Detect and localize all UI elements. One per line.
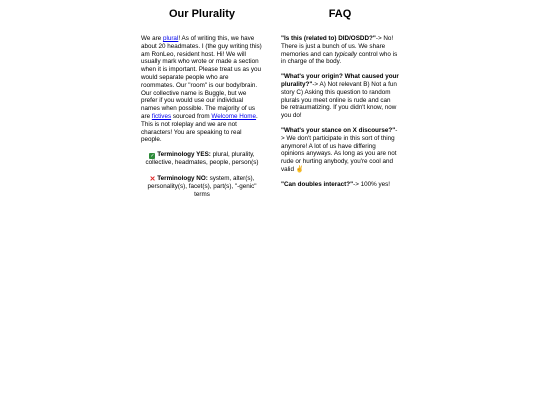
faq-answer: -> A) Not relevant B) Not a fun story C) Asking this question to random plurals you meet online is rude and can be retraumatizing. If you didn't know, now you do!	[281, 80, 397, 120]
our-plurality-section	[141, 8, 263, 207]
faq-question: "What's your origin? What caused your plurality?"	[281, 73, 399, 88]
faq-item-did-osdd	[281, 35, 399, 66]
intro-text-4: . This is not roleplay and we are not characters! You are speaking to real people.	[141, 112, 258, 144]
terminology-no-list: system, alter(s), personality(s), facet(s), part(s), "-genic" terms	[147, 174, 257, 198]
intro-text-3: sourced from	[171, 112, 212, 120]
faq-answer: -> We don't participate in this sort of thing anymore! A lot of us have differing opinions anyways. As long as you are not rude or hurting anybody, you're cool and valid	[281, 126, 398, 173]
faq-answer: -> 100% yes!	[353, 180, 391, 188]
terminology-yes	[141, 151, 263, 167]
faq-question: "What's your stance on X discourse?"	[281, 126, 396, 134]
faq-question: "Is this (related to) DID/OSDD?"	[281, 35, 376, 42]
fictives-link[interactable]: fictives	[151, 112, 172, 120]
intro-text-2: ! As of writing this, we have about 20 headmates. I (the guy writing this) am RonLeo, resident host. Hi! We will usually mark who wrote or made a section when it is important. Please treat us as you would separate people who are roommates. Our "room" is our body/brain. Our collective name is Buggle, but we prefer if you would use our individual names when possible. The majority of us are	[141, 35, 262, 120]
terminology-yes-label: Terminology YES:	[157, 151, 211, 159]
intro-paragraph	[141, 35, 263, 144]
terminology-yes-list: plural, plurality, collective, headmates, people, person(s)	[145, 151, 259, 167]
faq-heading: FAQ	[328, 8, 352, 20]
check-mark-icon: ✓	[150, 153, 155, 160]
welcome-home-link[interactable]: Welcome Home	[211, 112, 257, 120]
faq-question: "Can doubles interact?"	[281, 180, 354, 188]
faq-item-doubles	[281, 181, 399, 189]
faq-item-origin	[281, 73, 399, 120]
intro-text-1: We are	[141, 35, 163, 42]
plural-link[interactable]: plural	[162, 35, 179, 42]
terminology-no-label: Terminology NO:	[157, 174, 208, 182]
faq-answer-emphasis: typically	[334, 50, 357, 58]
faq-item-discourse	[281, 127, 399, 174]
our-plurality-heading: Our Plurality	[168, 8, 236, 20]
faq-answer: -> No! There is just a bunch of us. We share memories and can	[281, 35, 394, 58]
cross-mark-icon: ✕	[149, 175, 156, 183]
terminology-no	[141, 175, 263, 199]
faq-section	[281, 8, 399, 196]
faq-answer-end: control who is in charge of the body.	[281, 50, 398, 66]
victory-hand-icon: ✌	[295, 165, 304, 173]
